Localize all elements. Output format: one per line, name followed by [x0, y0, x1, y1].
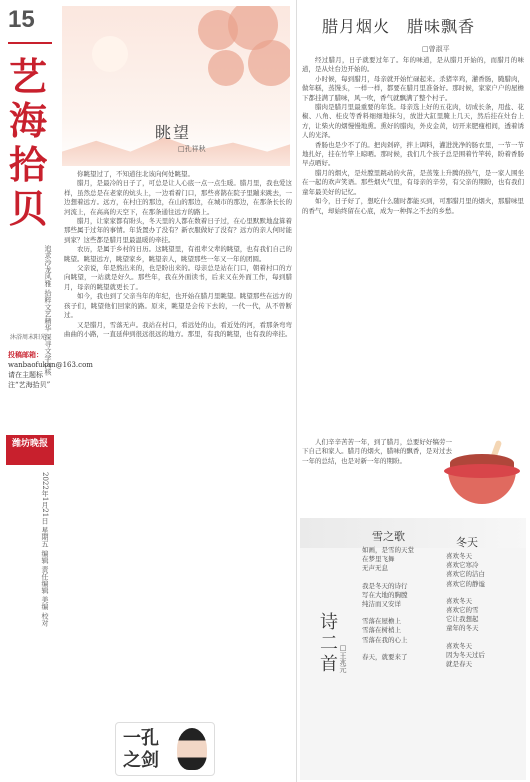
column-slogan: 追求沙龙风雅 拾粹文艺精华 探寻文学内核 [44, 245, 52, 376]
poems-band [300, 518, 526, 548]
poem-line: 我是冬天的诗行 [362, 581, 408, 590]
food-article-author: □曾淑平 [422, 45, 450, 53]
poem-line: 喜欢它的静谧 [446, 579, 485, 588]
column-title: 艺海拾贝 [8, 54, 47, 231]
page-number: 15 [8, 6, 35, 33]
poems-main-title: 诗二首 [317, 612, 338, 675]
poem-line: 雪落在我的心上 [362, 635, 408, 644]
contrib-note: 请在主题标注“艺海拾贝” [8, 371, 51, 389]
poem-line: 喜欢冬天 [446, 552, 472, 560]
poem-line: 它让我想起 [446, 615, 479, 624]
stamp-text: 一孔 之剑 [123, 728, 159, 771]
poem-line: 就是春天 [446, 660, 472, 669]
poem-line: 如画，是雪的天堂 [362, 546, 414, 554]
poem-line: 纯洁而又安详 [362, 600, 401, 609]
food-paragraph: 如今，日子好了，想吃什么随时都能买到，可那腊月里的烟火，那腊味里的香气，却始终留在心底，成为一种挥之不去的乡愁。 [302, 197, 524, 215]
food-article-title: 腊月烟火 腊味飘香 [322, 17, 476, 36]
poem-line: 喜欢冬天 [446, 641, 472, 650]
food-bowl-illustration [440, 438, 524, 508]
poem-line: 无声无息 [362, 564, 388, 573]
left-red-rule [8, 42, 52, 44]
column-divider [296, 0, 297, 782]
poem1-title: 雪之歌 [372, 530, 405, 543]
poem-line: 春天，就要来了 [362, 652, 408, 661]
food-paragraph: 香肠也是少不了的。把肉剁碎，拌上调料，灌进洗净的肠衣里，一节一节地扎好，挂在竹竿上晾晒。那时候，我们几个孩子总是围着竹竿转，盼着香肠早点晒好。 [302, 140, 524, 168]
essay-title: 眺望 [155, 123, 192, 142]
poem-line: 雪落在屋檐上 [362, 617, 401, 626]
poem-line: 童年的冬天 [446, 624, 479, 633]
poem-line: 喜欢它的雪 [446, 606, 479, 615]
essay-body [64, 170, 292, 730]
poem2-lines [446, 552, 524, 669]
essay-author: □孔祥秋 [178, 145, 206, 153]
food-paragraph: 经过腊月，日子就要过年了。年的味道，是从腊月开始的，而腊月的味道，是从灶台边开始的。 [302, 56, 524, 74]
moon-illustration [92, 36, 128, 72]
poem-line: 在梦里飞舞 [362, 555, 395, 564]
contrib-label: 投稿邮箱： [8, 350, 43, 359]
essay-paragraph: 又是腊月，雪落无声。我站在村口，看远处的山，看近处的河，看那条弯弯曲曲的小路，一直延伸到很远很远的地方。那里，有我的眺望，也有我的牵挂。 [64, 320, 292, 338]
paper-logo: 潍坊晚报 [6, 435, 54, 465]
poem2-title: 冬天 [456, 536, 478, 549]
poem-line: 喜欢它寒冷 [446, 561, 479, 570]
column-slogan-2: 沐浴周末阳光 [10, 334, 47, 341]
essay-paragraph: 腊月，让家家都有盼头，冬天里的人都在数着日子过，在心里默默地盘算着那些属于过年的事情。年货置办了没有？新衣服做好了没有？远方的亲人何时能到家？这些都是腊月里最温暖的牵挂。 [64, 217, 292, 244]
contribution-info [8, 350, 93, 390]
food-article-body-end [302, 438, 452, 518]
food-paragraph: 小时候，每到腊月，母亲就开始忙碌起来。杀猪宰鸡，灌香肠，腌腊肉，做年糕，蒸馒头，一样一样，都要在腊月里准备好。那时候，家家户户的屋檐下都挂满了腊味，风一吹，香气就飘满了整个村子。 [302, 74, 524, 102]
poems-main-author: □王兆元 [339, 644, 347, 673]
food-paragraph: 腊肉是腊月里最重要的年货。母亲选上好的五花肉，切成长条，用盐、花椒、八角、桂皮等香料细细地抹匀，放进大缸里腌上几天，然后挂在灶台上方，让柴火的烟慢慢地熏。熏好的腊肉，外皮金黄，切开来肥瘦相间，透着诱人的光泽。 [302, 103, 524, 140]
poem-line: 因为冬天过后 [446, 650, 485, 659]
tree-illustration [178, 6, 290, 110]
poem1-lines [362, 546, 432, 662]
essay-paragraph: 农历，是属于乡村的日历。这眺望里，有祖辈父辈的眺望，也有我们自己的眺望。眺望远方，眺望家乡，眺望亲人，眺望那些一年又一年的团圆。 [64, 245, 292, 263]
essay-paragraph: 腊月，是最冷的日子了，可总是让人心底一点一点生暖。腊月里，我也爱这样，虽然总是在老家的炕头上，一边看着门口，那些喜鹊在院子里蹦来跳去，一边想着远方。远方，在村庄的那边，在山的那边，在城市的那边，在那条长长的河流上，在高高的天空下，在那条通往远方的路上。 [64, 179, 292, 216]
column-stamp [115, 722, 215, 776]
contrib-email[interactable]: wanbaofukan@163.com [8, 361, 93, 369]
food-paragraph: 腊月的烟火，是灶膛里跳动的火苗，是蒸笼上升腾的热气，是一家人围坐在一起的欢声笑语。那些烟火气里，有母亲的辛劳，有父亲的期盼，也有我们童年最美好的记忆。 [302, 168, 524, 196]
poem-line: 写在大地的胸膛 [362, 590, 408, 599]
author-portrait [177, 728, 207, 770]
food-article-body [302, 56, 524, 436]
poem-line: 喜欢冬天 [446, 596, 472, 605]
poem-line: 喜欢它的洁白 [446, 570, 485, 579]
food-paragraph: 人们辛辛苦苦一年，到了腊月，总要好好犒劳一下自己和家人。腊月的烟火，腊味的飘香，是对过去一年的总结，也是对新一年的期盼。 [302, 438, 452, 465]
poem-line: 雪落在树梢上 [362, 626, 401, 635]
date-editor-line: 2022年1月21日 星期五 编辑 责任编辑 美编 校对 [41, 472, 49, 627]
essay-paragraph: 如今，我也到了父亲当年的年纪，也开始在腊月里眺望。眺望那些在远方的孩子们，眺望他们回家的路。原来，眺望是会传下去的，一代一代，从不曾断过。 [64, 292, 292, 320]
essay-paragraph: 父亲说，年是熬出来的，也是盼出来的。母亲总是站在门口，朝着村口的方向眺望，一站就是好久。那些年，我在外面读书，后来又在外面工作，每到腊月，母亲的眺望就更长了。 [64, 264, 292, 291]
essay-paragraph: 你眺望过了，不知道往北该向何处眺望。 [77, 170, 194, 178]
